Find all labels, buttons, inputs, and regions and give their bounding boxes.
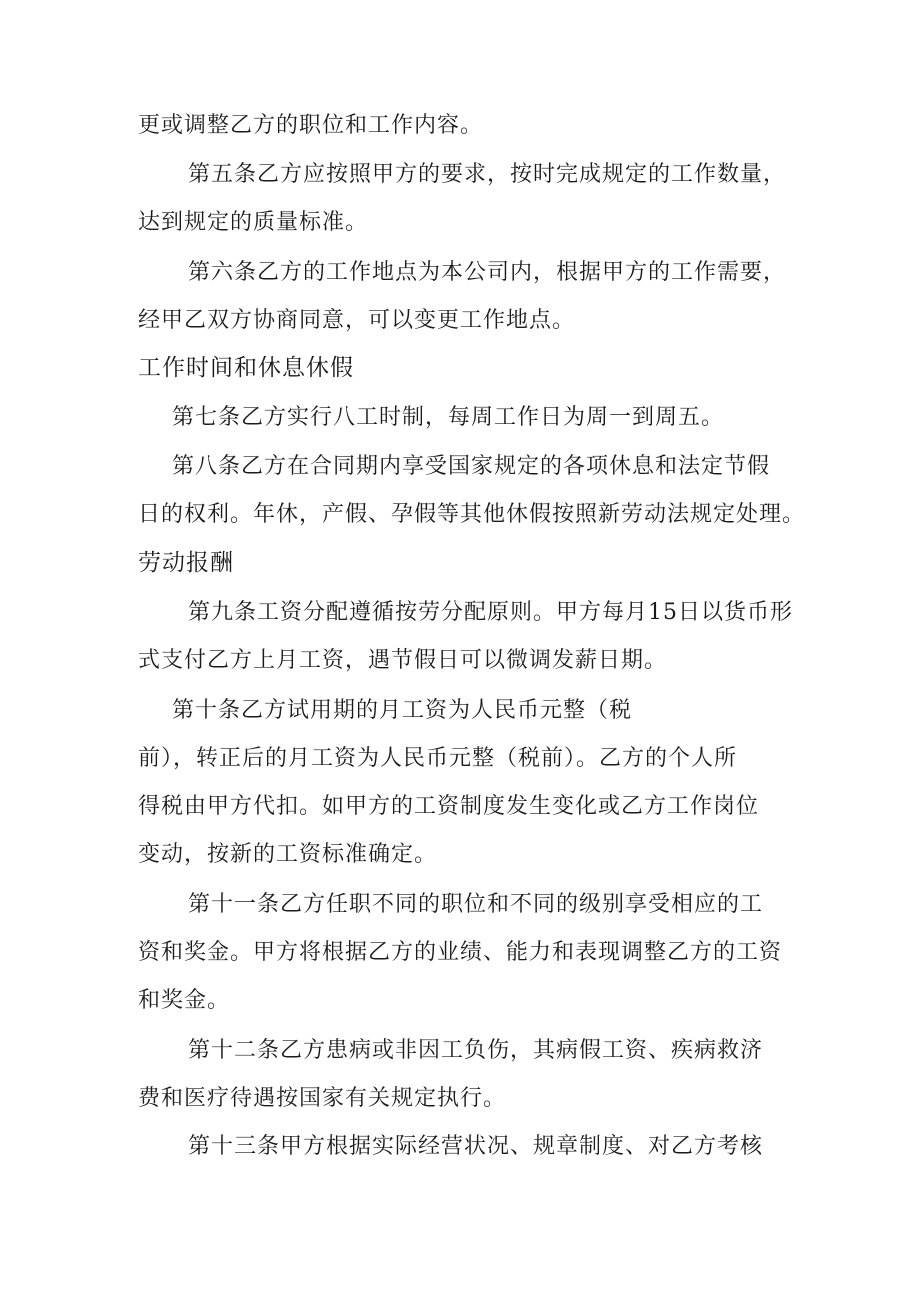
article-11-line-2: 资和奖金。甲方将根据乙方的业绩、能力和表现调整乙方的工资 — [138, 940, 783, 965]
article-9-line-2: 式支付乙方上月工资，遇节假日可以微调发薪日期。 — [138, 648, 668, 673]
article-13-line-1: 第十三条甲方根据实际经营状况、规章制度、对乙方考核 — [188, 1134, 764, 1159]
article-8-line-2: 日的权利。年休，产假、孕假等其他休假按照新劳动法规定处理。 — [138, 502, 806, 527]
article-11-line-3: 和奖金。 — [138, 988, 231, 1013]
article-10-line-3: 得税由甲方代扣。如甲方的工资制度发生变化或乙方工作岗位 — [138, 794, 760, 819]
article-6-line-2: 经甲乙双方协商同意，可以变更工作地点。 — [138, 308, 576, 333]
article-10-line-1: 第十条乙方试用期的月工资为人民币元整（税 — [172, 698, 633, 723]
article-12-line-2: 费和医疗待遇按国家有关规定执行。 — [138, 1086, 507, 1111]
article-9-line-1: 第九条工资分配遵循按劳分配原则。甲方每月15日以货币形 — [188, 600, 793, 625]
article-10-line-2: 前），转正后的月工资为人民币元整（税前）。乙方的个人所 — [138, 746, 738, 771]
section-heading-remuneration: 劳动报酬 — [138, 550, 234, 576]
article-6-line-1: 第六条乙方的工作地点为本公司内，根据甲方的工作需要， — [188, 260, 787, 285]
section-heading-working-hours: 工作时间和休息休假 — [138, 355, 354, 381]
article-10-line-4: 变动，按新的工资标准确定。 — [138, 842, 438, 867]
paragraph-line: 更或调整乙方的职位和工作内容。 — [138, 113, 484, 138]
article-12-line-1: 第十二条乙方患病或非因工负伤，其病假工资、疾病救济 — [188, 1038, 764, 1063]
article-8-line-1: 第八条乙方在合同期内享受国家规定的各项休息和法定节假 — [172, 454, 771, 479]
article-11-line-1: 第十一条乙方任职不同的职位和不同的级别享受相应的工 — [188, 892, 764, 917]
article-5-line-2: 达到规定的质量标准。 — [138, 210, 369, 235]
article-7-line-1: 第七条乙方实行八工时制，每周工作日为周一到周五。 — [172, 405, 725, 430]
article-5-line-1: 第五条乙方应按照甲方的要求，按时完成规定的工作数量， — [188, 162, 787, 187]
